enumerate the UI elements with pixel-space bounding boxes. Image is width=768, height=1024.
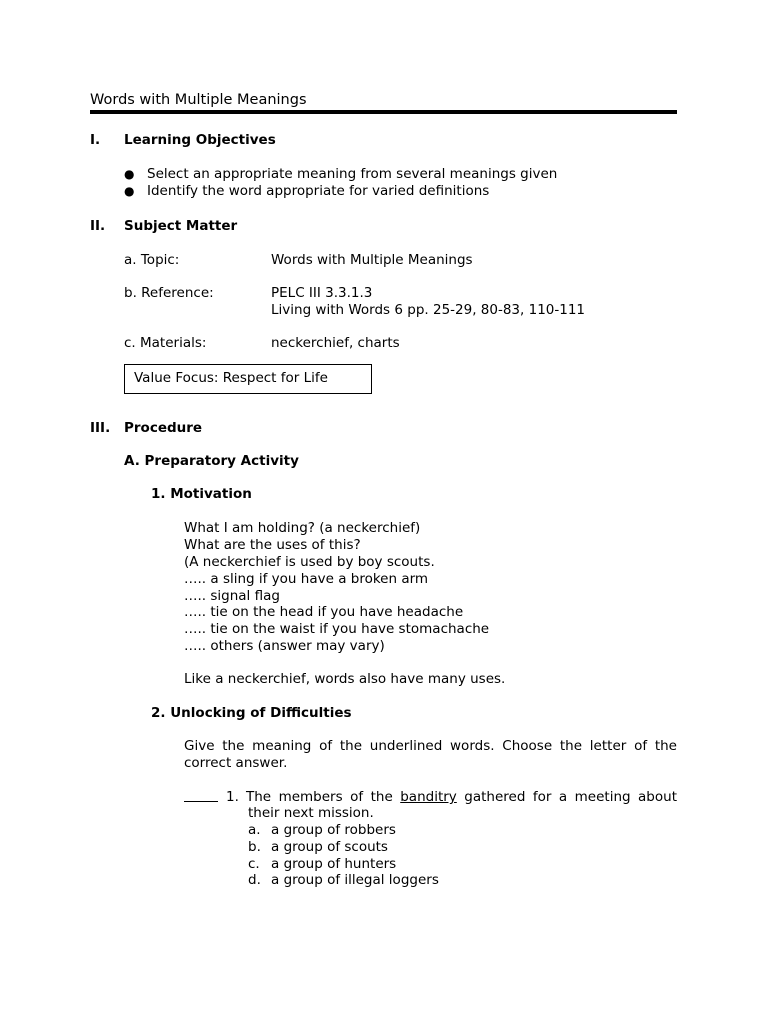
motivation-line: (A neckerchief is used by boy scouts. [184,554,435,570]
bullet-icon: ● [124,167,135,181]
value-focus-text: Value Focus: Respect for Life [134,370,328,386]
reference-label: b. Reference: [124,285,214,301]
question-text-after: gathered for a meeting about [456,789,677,805]
reference-value: Living with Words 6 pp. 25-29, 80-83, 110-111 [271,302,586,318]
bullet-icon: ● [124,184,135,198]
section-heading-subject: Subject Matter [124,218,238,234]
motivation-line: ….. others (answer may vary) [184,638,385,654]
motivation-line: What are the uses of this? [184,537,361,553]
question-continuation: their next mission. [248,805,374,821]
question-text-before: The members of the [246,789,401,805]
choice-text: a group of scouts [271,839,388,855]
motivation-line: ….. tie on the waist if you have stomachache [184,621,490,637]
choice-letter: d. [248,872,261,888]
section-heading-objectives: Learning Objectives [124,132,276,148]
motivation-line: What I am holding? (a neckerchief) [184,520,421,536]
topic-label: a. Topic: [124,252,180,268]
question-number: 1. [226,789,239,805]
question-text [246,789,677,805]
materials-value: neckerchief, charts [271,335,400,351]
section-heading-procedure: Procedure [124,420,203,436]
materials-label: c. Materials: [124,335,207,351]
section-number-subject: II. [90,218,106,234]
choice-letter: b. [248,839,261,855]
section-number-objectives: I. [90,132,101,148]
unlocking-instruction: Give the meaning of the underlined words. Choose the letter of the correct answer. [184,738,677,771]
step-heading-unlocking: 2. Unlocking of Difficulties [151,705,352,721]
step-heading-motivation: 1. Motivation [151,486,252,502]
objective-item: Select an appropriate meaning from several meanings given [147,166,558,182]
objective-item: Identify the word appropriate for varied definitions [147,183,490,199]
answer-blank[interactable] [184,789,218,806]
reference-value: PELC III 3.3.1.3 [271,285,373,301]
document-title: Words with Multiple Meanings [90,92,307,108]
value-focus-box [124,364,372,394]
choice-text: a group of hunters [271,856,397,872]
underlined-word: banditry [400,789,457,805]
section-number-procedure: III. [90,420,111,436]
choice-letter: a. [248,822,261,838]
title-rule [90,110,677,114]
motivation-line: ….. signal flag [184,588,280,604]
motivation-closing: Like a neckerchief, words also have many uses. [184,671,506,687]
motivation-line: ….. tie on the head if you have headache [184,604,464,620]
choice-letter: c. [248,856,260,872]
choice-text: a group of illegal loggers [271,872,439,888]
motivation-line: ….. a sling if you have a broken arm [184,571,429,587]
topic-value: Words with Multiple Meanings [271,252,473,268]
choice-text: a group of robbers [271,822,396,838]
subsection-heading-preparatory: A. Preparatory Activity [124,453,299,469]
